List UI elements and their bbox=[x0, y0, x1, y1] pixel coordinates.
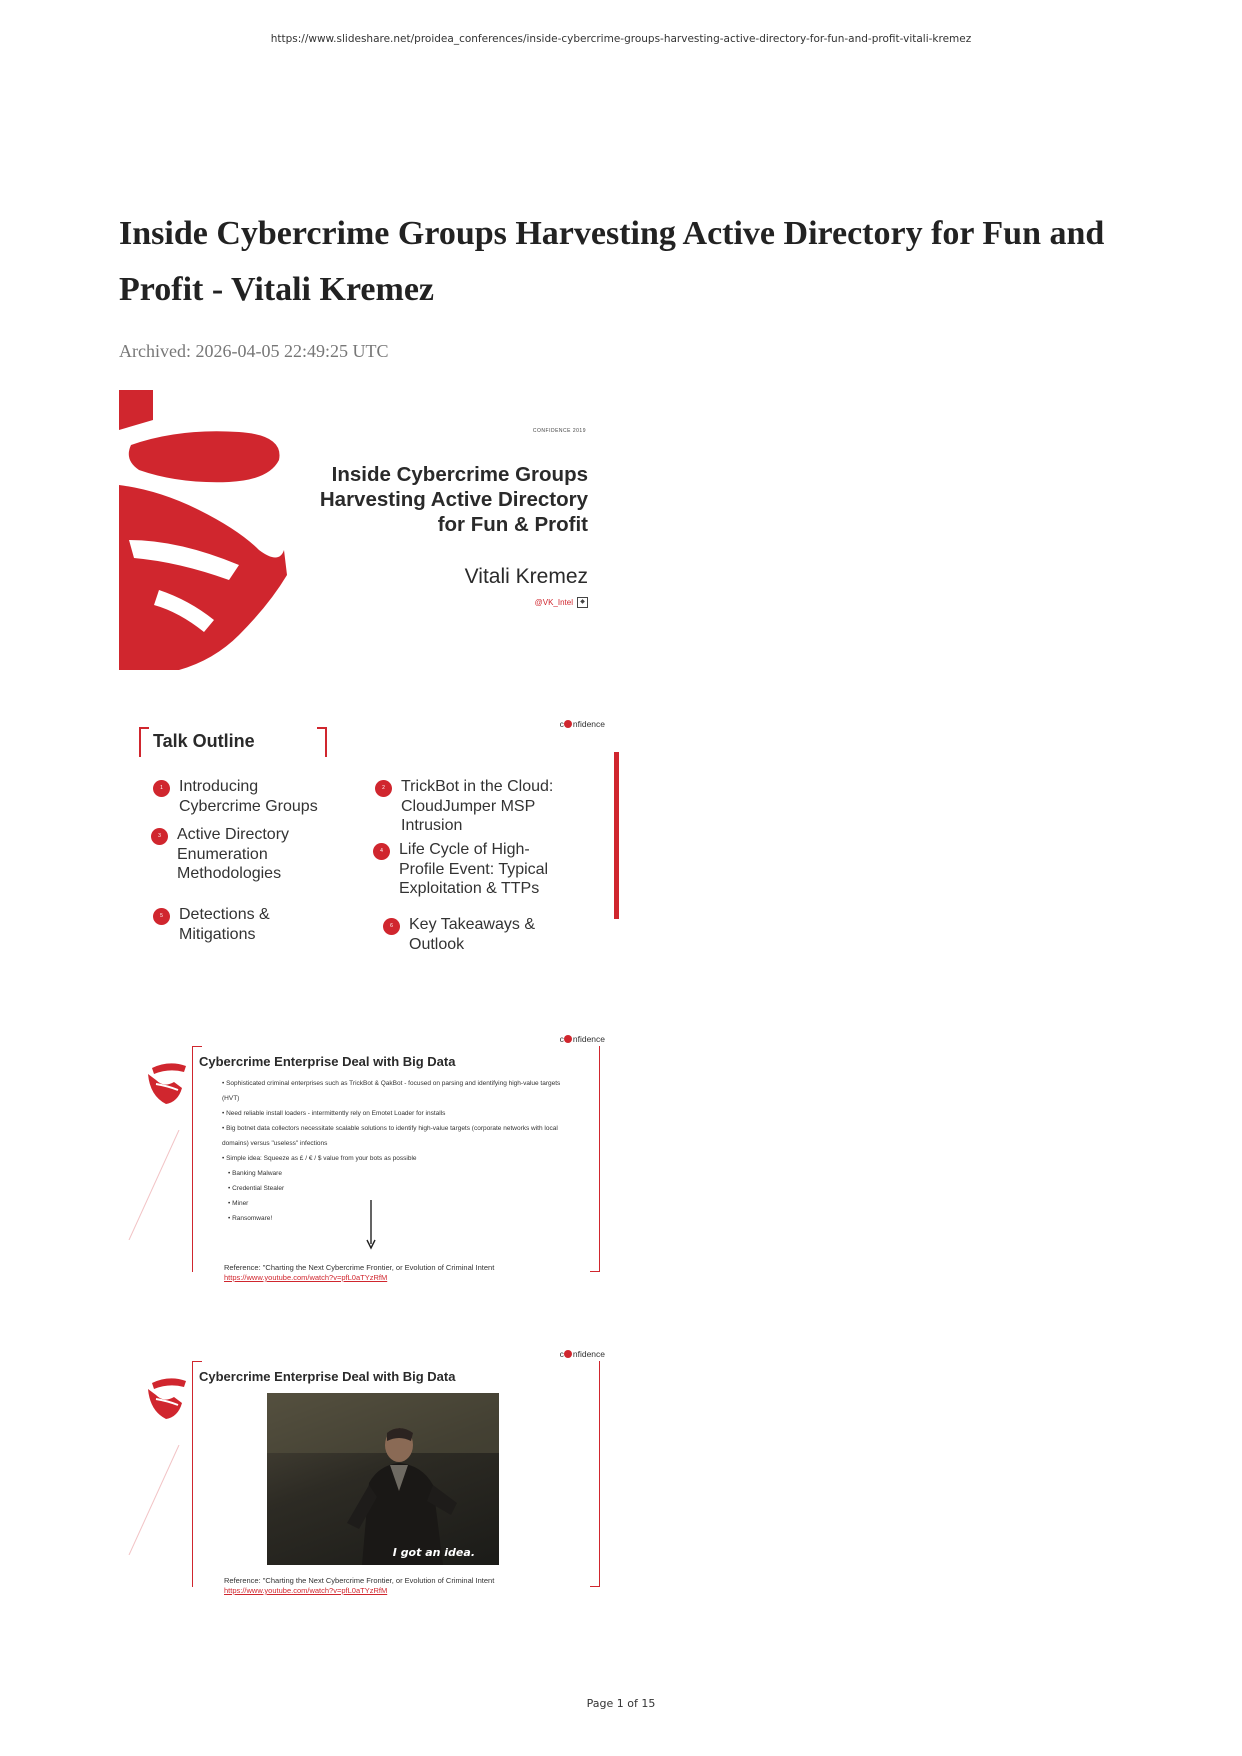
number-badge: 6 bbox=[383, 918, 400, 935]
reference-text: Reference: "Charting the Next Cybercrime Frontier, or Evolution of Criminal Intent bbox=[224, 1576, 495, 1585]
number-badge: 1 bbox=[153, 780, 170, 797]
arrow-down-icon bbox=[366, 1200, 376, 1250]
slide-heading: Cybercrime Enterprise Deal with Big Data bbox=[199, 1054, 456, 1069]
archived-timestamp: Archived: 2026-04-05 22:49:25 UTC bbox=[119, 341, 389, 361]
heading-line: Harvesting Active Directory bbox=[319, 488, 588, 511]
number-badge: 3 bbox=[151, 828, 168, 845]
slide-1-title bbox=[119, 390, 619, 670]
page-number: Page 1 of 15 bbox=[586, 1697, 656, 1710]
document-title: Inside Cybercrime Groups Harvesting Active Directory for Fun and Profit - Vitali Kremez bbox=[119, 215, 1105, 308]
accent-bar bbox=[614, 752, 619, 919]
heading-line: for Fun & Profit bbox=[437, 513, 588, 536]
author-handle bbox=[535, 597, 588, 608]
sub-bullet-item: • Ransomware! bbox=[222, 1211, 572, 1226]
slide-2-outline bbox=[119, 705, 619, 965]
slide-heading: Cybercrime Enterprise Deal with Big Data bbox=[199, 1369, 456, 1384]
confidence-logo bbox=[560, 1034, 605, 1044]
reference-link[interactable]: https://www.youtube.com/watch?v=pfL0aTYzRfM bbox=[224, 1586, 388, 1595]
reference-link[interactable]: https://www.youtube.com/watch?v=pfL0aTYzRfM bbox=[224, 1273, 388, 1282]
decorative-line bbox=[124, 1445, 184, 1555]
decorative-line bbox=[124, 1130, 184, 1240]
confidence-logo bbox=[560, 1349, 605, 1359]
logo-dot-icon bbox=[564, 1350, 572, 1358]
logo-suffix: nfidence bbox=[572, 1349, 605, 1359]
outline-item-text: Active Directory Enumeration Methodologies bbox=[177, 826, 290, 882]
outline-item bbox=[151, 825, 302, 884]
logo-suffix: nfidence bbox=[572, 1034, 605, 1044]
reference-text: Reference: "Charting the Next Cybercrime Frontier, or Evolution of Criminal Intent bbox=[224, 1263, 495, 1272]
author-name: Vitali Kremez bbox=[464, 565, 588, 588]
sub-bullet-item: • Credential Stealer bbox=[222, 1181, 572, 1196]
outline-item-text: Detections & Mitigations bbox=[179, 906, 270, 943]
outline-item-text: Life Cycle of High-Profile Event: Typical Exploitation & TTPs bbox=[399, 841, 549, 897]
sub-bullet-item: • Banking Malware bbox=[222, 1166, 572, 1181]
handle-text: @VK_Intel bbox=[534, 598, 573, 607]
source-url[interactable]: https://www.slideshare.net/proidea_conferences/inside-cybercrime-groups-harvesting-active-directory-for-fun-and-profit-vitali-kremez bbox=[270, 33, 972, 45]
heading-line: Inside Cybercrime Groups bbox=[331, 463, 588, 486]
outline-item bbox=[153, 777, 329, 816]
person-figure-icon bbox=[267, 1393, 499, 1565]
number-badge: 4 bbox=[373, 843, 390, 860]
slide-4-big-data-image bbox=[119, 1335, 619, 1615]
bullet-list bbox=[222, 1076, 572, 1226]
hat-mascot-icon bbox=[144, 1373, 194, 1421]
outline-item bbox=[373, 840, 564, 899]
hat-mascot-icon bbox=[144, 1058, 194, 1106]
hat-mascot-icon bbox=[119, 390, 289, 670]
outline-title-box bbox=[139, 727, 327, 757]
outline-title: Talk Outline bbox=[153, 731, 255, 751]
slide-3-big-data bbox=[119, 1020, 619, 1300]
photo-caption: I got an idea. bbox=[392, 1546, 475, 1559]
outline-item-text: Key Takeaways & Outlook bbox=[409, 916, 535, 953]
logo-suffix: nfidence bbox=[572, 719, 605, 729]
outline-item-text: TrickBot in the Cloud: CloudJumper MSP Intrusion bbox=[401, 778, 554, 834]
slide-heading bbox=[268, 462, 588, 537]
sub-bullet-item: • Miner bbox=[222, 1196, 572, 1211]
outline-item bbox=[383, 915, 559, 954]
confidence-logo bbox=[560, 719, 605, 729]
number-badge: 5 bbox=[153, 908, 170, 925]
outline-item bbox=[375, 777, 576, 836]
logo-prefix: c bbox=[559, 1034, 564, 1044]
logo-dot-icon bbox=[564, 1035, 572, 1043]
bullet-item: • Simple idea: Squeeze as £ / € / $ value from your bots as possible bbox=[222, 1151, 572, 1166]
social-icon: ◆ bbox=[577, 597, 588, 608]
logo-prefix: c bbox=[559, 1349, 564, 1359]
bullet-item: • Big botnet data collectors necessitate scalable solutions to identify high-value targets (corporate networks with local domains) versus "useless" infections bbox=[222, 1121, 572, 1151]
logo-prefix: c bbox=[559, 719, 564, 729]
logo-dot-icon bbox=[564, 720, 572, 728]
outline-item bbox=[153, 905, 284, 944]
meme-photo bbox=[267, 1393, 499, 1565]
outline-item-text: Introducing Cybercrime Groups bbox=[179, 778, 318, 815]
bullet-item: • Need reliable install loaders - intermittently rely on Emotet Loader for installs bbox=[222, 1106, 572, 1121]
bullet-item: • Sophisticated criminal enterprises such as TrickBot & QakBot - focused on parsing and identifying high-value targets (HVT) bbox=[222, 1076, 572, 1106]
conference-tag: CONFIDENCE 2019 bbox=[532, 428, 586, 434]
number-badge: 2 bbox=[375, 780, 392, 797]
